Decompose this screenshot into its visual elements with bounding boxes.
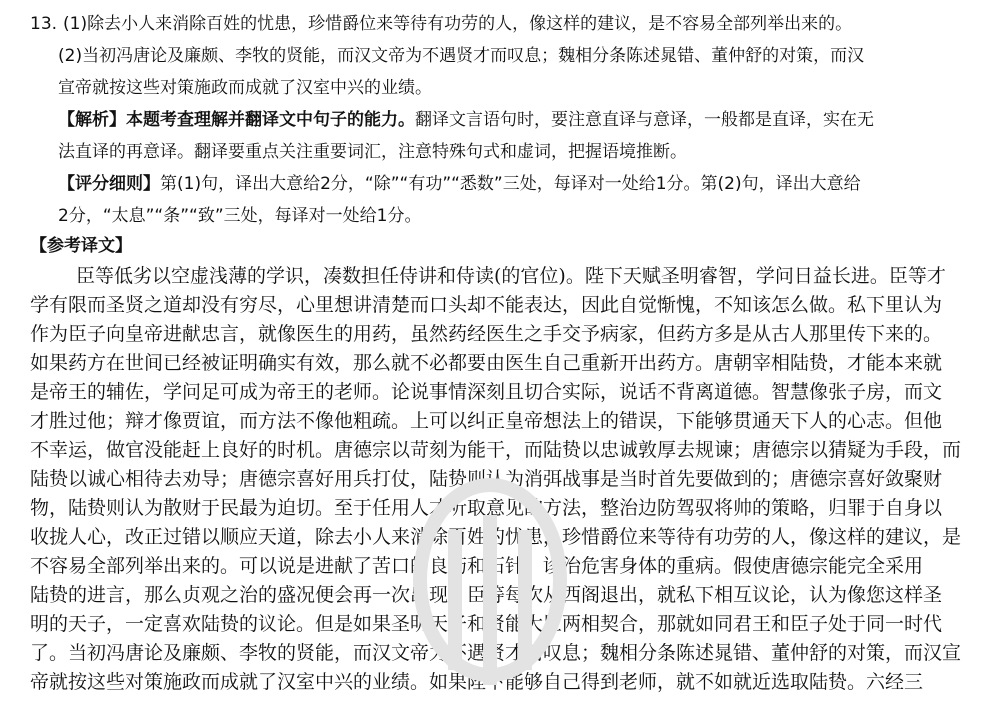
analysis-line-1: 【解析】本题考查理解并翻译文中句子的能力。翻译文言语句时，要注意直译与意译，一般都是直译，实在无: [58, 110, 874, 130]
analysis-label: 【解析】本题考查理解并翻译文中句子的能力。: [58, 110, 415, 130]
translation-line: 收拢人心，改正过错以顺应天道，除去小人来消除百姓的忧患，珍惜爵位来等待有功劳的人，像这样的建议，是: [30, 526, 962, 548]
translation-line: 陆贽以诚心相待去劝导；唐德宗喜好用兵打仗，陆贽则认为消弭战事是当时首先要做到的；唐德宗喜好敛聚财: [30, 468, 943, 490]
translation-line: 如果药方在世间已经被证明确实有效，那么就不必都要由医生自己重新开出药方。唐朝宰相陆贽，才能本来就: [30, 352, 943, 374]
translation-line: 才胜过他；辩才像贾谊，而方法不像他粗疏。上可以纠正皇帝想法上的错误，下能够贯通天下人的心志。但他: [30, 410, 943, 432]
translation-line: 作为臣子向皇帝进献忠言，就像医生的用药，虽然药经医生之手交予病家，但药方多是从古人那里传下来的。: [30, 323, 943, 345]
answer-line-1: 13. (1)除去小人来消除百姓的忧患，珍惜爵位来等待有功劳的人，像这样的建议，是不容易全部列举出来的。: [30, 14, 853, 34]
translation-line: 不容易全部列举出来的。可以说是进献了苦口的良药和石针，诊治危害身体的重病。假使唐德宗能完全采用: [30, 555, 924, 577]
translation-line: 陆贽的进言，那么贞观之治的盛况便会再一次出现。臣等每次从西阁退出，就私下相互议论，认为像您这样圣: [30, 584, 943, 606]
reference-translation: [30, 262, 978, 697]
scoring-label: 【评分细则】: [58, 174, 160, 194]
answer-section: [30, 8, 985, 232]
analysis-line-2: 法直译的再意译。翻译要重点关注重要词汇，注意特殊句式和虚词，把握语境推断。: [58, 142, 687, 162]
translation-line: 帝就按这些对策施政而成就了汉室中兴的业绩。如果陛下能够自己得到老师，就不如就近选取陆贽。六经三: [30, 671, 924, 693]
translation-line: 不幸运，做官没能赶上良好的时机。唐德宗以苛刻为能干，而陆贽以忠诚敦厚去规谏；唐德宗以猜疑为手段，而: [30, 439, 962, 461]
scoring-line-1: 【评分细则】第(1)句，译出大意给2分，“除”“有功”“悉数”三处，每译对一处给1分。第(2)句，译出大意给: [58, 174, 861, 194]
reference-title: 【参考译文】: [30, 236, 132, 256]
answer-line-3: 宣帝就按这些对策施政而成就了汉室中兴的业绩。: [58, 78, 432, 98]
question-number: 13.: [30, 14, 58, 34]
translation-line: 是帝王的辅佐，学问足可成为帝王的老师。论说事情深刻且切合实际，说话不背离道德。智慧像张子房，而文: [30, 381, 943, 403]
translation-line: 臣等低劣以空虚浅薄的学识，凑数担任侍讲和侍读(的官位)。陛下天赋圣明睿智，学问日益长进。臣等才: [76, 265, 946, 287]
scoring-line-2: 2分，“太息”“条”“致”三处，每译对一处给1分。: [58, 206, 422, 226]
translation-line: 了。当初冯唐论及廉颇、李牧的贤能，而汉文帝为不遇贤才而叹息；魏相分条陈述晁错、董仲舒的对策，而汉宣: [30, 642, 962, 664]
answer-line-2: (2)当初冯唐论及廉颇、李牧的贤能，而汉文帝为不遇贤才而叹息；魏相分条陈述晁错、董仲舒的对策，而汉: [58, 46, 865, 66]
translation-line: 学有限而圣贤之道却没有穷尽，心里想讲清楚而口头却不能表达，因此自觉惭愧，不知该怎么做。私下里认为: [30, 294, 943, 316]
translation-line: 物，陆贽则认为散财于民最为迫切。至于任用人才听取意见的方法，整治边防驾驭将帅的策略，归罪于自身以: [30, 497, 943, 519]
translation-line: 明的天子，一定喜欢陆贽的议论。但是如果圣明天子和贤能大臣两相契合，那就如同君王和臣子处于同一时代: [30, 613, 943, 635]
